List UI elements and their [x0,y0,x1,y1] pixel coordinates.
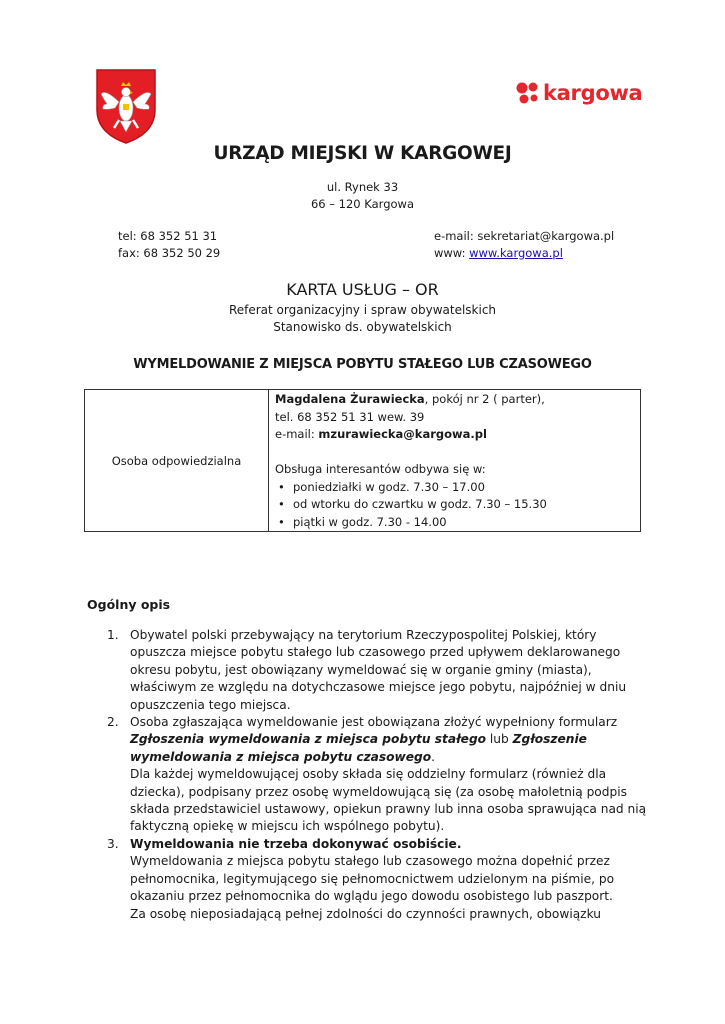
logo-text: kargowa [543,81,643,105]
hours-intro: Obsługa interesantów odbywa się w: [275,462,486,476]
list-item-number: 3. [107,836,119,851]
proxy-text-continued: Za osobę nieposiadającą pełnej zdolności do czynności prawnych, obowiązku [130,906,601,921]
address-postal: 66 – 120 Kargowa [310,197,414,211]
website-label: www: [434,246,470,260]
list-item-number: 1. [107,628,119,642]
form-name-permanent: Zgłoszenia wymeldowania z miejsca pobytu stałego [130,732,487,747]
office-hours-item: • od wtorku do czwartku w godz. 7.30 – 15.30 [275,496,634,514]
position-name: Stanowisko ds. obywatelskich [273,320,452,334]
website-link[interactable]: www.kargowa.pl [469,246,563,260]
address-street: ul. Rynek 33 [326,180,399,194]
logo-flower-icon [514,79,542,107]
form-end: . [431,749,436,764]
list-item-text: Obywatel polski przebywający na terytorium Rzeczypospolitej Polskiej, który opuszcza miejsce pobytu stałego lub czasowego przed upływem deklarowanego okresu pobytu, jest obowiązany wymeldować się w organie gminy (miasta), właściwym ze względu na dotychczasowe miejsce jego pobytu, najpóźniej w dniu opuszczenia tego miejsca. [130,628,627,712]
person-name: Magdalena Żurawiecka [275,392,425,406]
person-email: mzurawiecka@kargowa.pl [318,427,487,441]
form-requirement [130,714,652,766]
person-email-label: e-mail: [275,427,319,441]
section-title: Ogólny opis [87,597,171,612]
description-list [107,627,652,923]
email-address: e-mail: sekretariat@kargowa.pl [434,229,615,243]
person-email-line [275,426,634,444]
office-hours-item: • piątki w godz. 7.30 - 14.00 [275,514,634,532]
responsible-person-table [84,389,641,532]
office-hours-item: • poniedziałki w godz. 7.30 – 17.00 [275,479,634,497]
page-title: URZĄD MIEJSKI W KARGOWEJ [213,143,512,164]
contact-phones [118,228,220,262]
person-line [275,391,634,409]
list-item-number: 2. [107,715,119,730]
person-room: , pokój nr 2 ( parter), [424,392,545,406]
responsible-label-cell [85,390,269,531]
proxy-text: Wymeldowania z miejsca pobytu stałego lub czasowego można dopełnić przez pełnomocnika, legitymującego się pełnomocnictwem udzielonym na piśmie, po okazaniu przez pełnomocnika do wglądu jego dowodu osobistego lub paszport. [130,854,615,904]
form-signature-rule: Dla każdej wymeldowującej osoby składa się oddzielny formularz (również dla dziecka), podpisany przez osobę wymeldowującą się (za osobę małoletnią podpis składa przedstawiciel ustawowy, opiekun prawny lub inna osoba sprawująca nad nią faktyczną opiekę w miejscu ich wspólnego pobytu). [130,767,647,834]
list-item [107,714,652,836]
coat-of-arms-icon [95,68,157,144]
person-phone: tel. 68 352 51 31 wew. 39 [275,409,425,424]
department-name: Referat organizacyjny i spraw obywatelskich [228,303,497,317]
service-heading: WYMELDOWANIE Z MIEJSCA POBYTU STAŁEGO LUB CZASOWEGO [133,357,592,372]
form-name-temporary: Zgłoszenie wymeldowania z miejsca pobytu czasowego [130,732,587,764]
contact-online [434,228,614,262]
form-connector: lub [486,732,513,747]
service-card-title: KARTA USŁUG – OR [286,280,439,299]
website-row [434,245,614,262]
phone-number: tel: 68 352 51 31 [118,229,218,243]
proxy-lead: Wymeldowania nie trzeba dokonywać osobiście. [130,836,462,851]
fax-number: fax: 68 352 50 29 [118,246,221,260]
office-hours-list [275,479,634,532]
kargowa-logo [514,78,642,108]
form-intro: Osoba zgłaszająca wymeldowanie jest obowiązana złożyć wypełniony formularz [130,715,618,730]
list-item [107,836,652,923]
list-item-body [130,836,652,923]
list-item-body [130,714,652,836]
responsible-label: Osoba odpowiedzialna [111,453,242,468]
responsible-details-cell [269,390,640,531]
list-item [107,627,652,714]
